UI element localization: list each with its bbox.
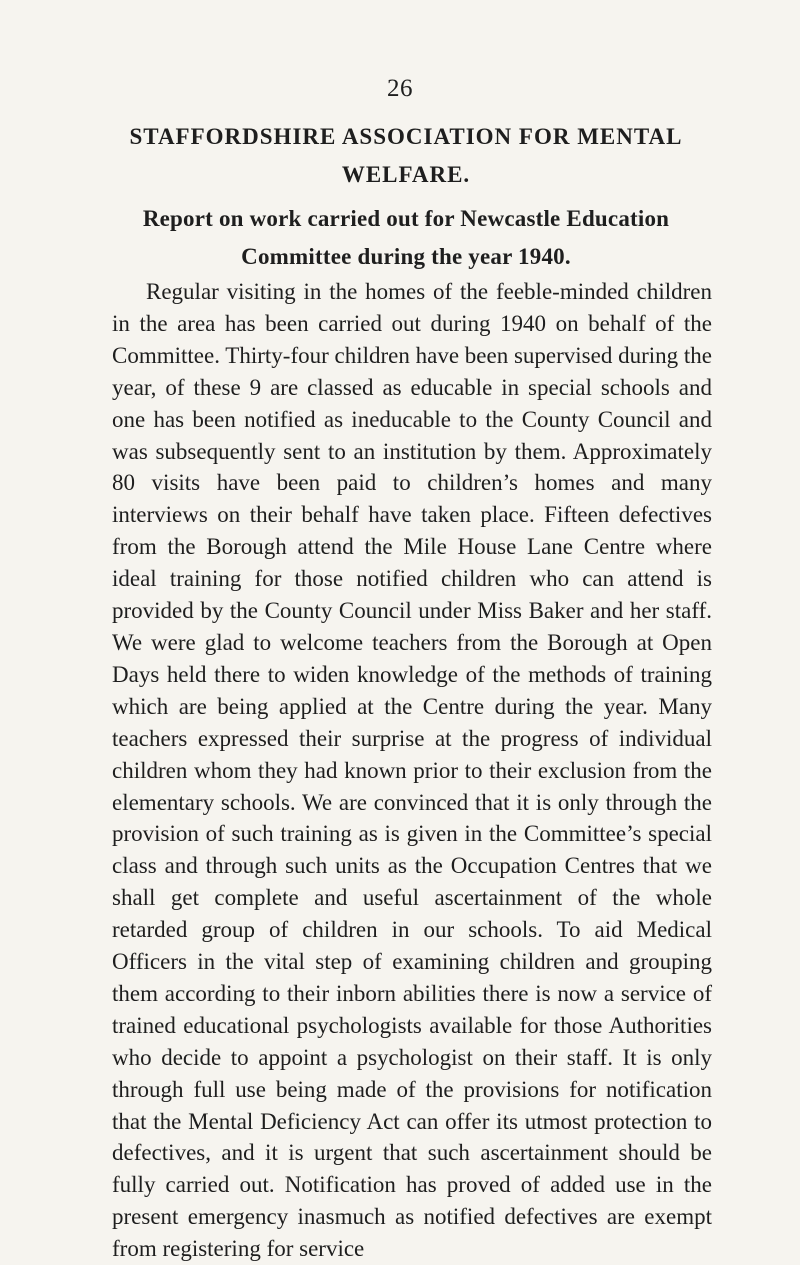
report-subtitle: Report on work carried out for Newcastle Education Committee during the year 1940. — [142, 206, 670, 269]
report-body-paragraph: Regular visiting in the homes of the feeble-minded children in the area has been carried out during 1940 on behalf of the Committee. Thirty-four children have been supervised during the year, of these 9 are classed as educable in special schools and one has been notified as ineducable to the County Council and was subsequently sent to an institution by them. Approximately 80 visits have been paid to children’s homes and many interviews on their behalf have taken place. Fifteen defectives from the Borough attend the Mile House Lane Centre where ideal training for those notified children who can attend is provided by the County Council under Miss Baker and her staff. We were glad to welcome teachers from the Borough at Open Days held there to widen knowledge of the methods of training which are being applied at the Centre during the year. Many teachers expressed their surprise at the progress of individual children whom they had known prior to their exclusion from the elementary schools. We are convinced that it is only through the provision of such training as is given in the Committee’s special class and through such units as the Occupation Centres that we shall get complete and useful ascertainment of the whole retarded group of children in our schools. To aid Medical Officers in the vital step of examining children and grouping them according to their inborn abilities there is now a service of trained educational psychologists available for those Authorities who decide to appoint a psychologist on their staff. It is only through full use being made of the provisions for notification that the Mental Deficiency Act can offer its utmost protection to defectives, and it is urgent that such ascertainment should be fully carried out. Notification has proved of added use in the present emergency inasmuch as notified defectives are exempt from registering for service — [112, 279, 712, 1262]
page-number: 26 — [387, 75, 413, 102]
document-title: STAFFORDSHIRE ASSOCIATION FOR MENTAL WELFARE. — [129, 124, 683, 187]
